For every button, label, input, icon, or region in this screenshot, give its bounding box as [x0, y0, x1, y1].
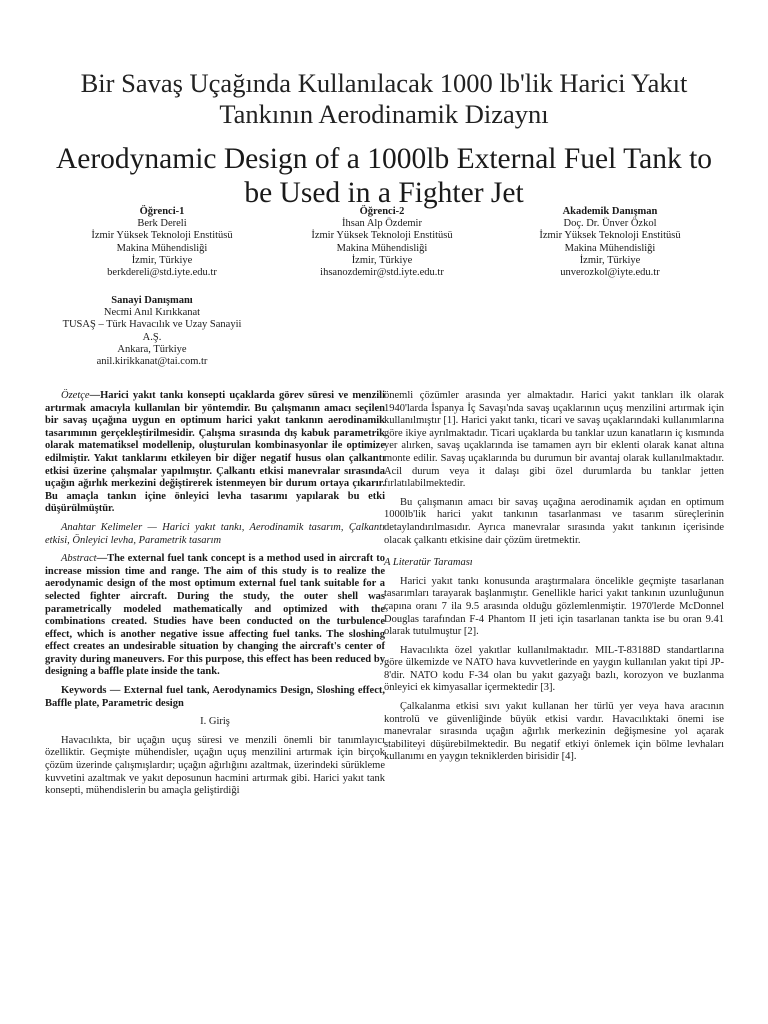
advisor-affiliation: TUSAŞ – Türk Havacılık ve Uzay Sanayii [62, 319, 242, 331]
author-location: İzmir, Türkiye [131, 254, 193, 266]
author-role: Öğrenci-1 [139, 206, 185, 217]
author-email: unverozkol@iyte.edu.tr [560, 267, 660, 279]
anahtar-kelimeler: Anahtar Kelimeler — Harici yakıt tankı, Aerodinamik tasarım, Çalkantı etkisi, Önleyici levha, Parametrik tasarım [45, 521, 385, 546]
advisor-affiliation-suffix: A.Ş. [142, 331, 162, 343]
author-affiliation: İzmir Yüksek Teknoloji Enstitüsü [91, 230, 233, 242]
left-column [45, 390, 385, 804]
author-name: Doç. Dr. Ünver Özkol [563, 218, 657, 230]
subsection-heading: A Literatür Taraması [384, 557, 473, 569]
abstract-text: —The external fuel tank concept is a method used in aircraft to increase mission time and range. The aim of this study is to realize the aerodynamic design of the most optimum external fuel tank suitable for a selected fighter aircraft. During the study, the outer shell was parametrically modeled mathematically and optimized with the combinations created. Studies have been conducted on the turbulence effect, which is another negative issue affecting fuel tanks. The sloshing effect creates an undesirable situation by changing the aircraft's center of gravity during maneuvers. For this purpose, this effect has been reduced by designing a baffle plate inside the tank. [45, 553, 385, 678]
keywords-label: Keywords — [61, 685, 124, 697]
ozet-paragraph [45, 390, 385, 516]
advisor-email: anil.kirikkanat@tai.com.tr [96, 356, 208, 368]
body-paragraph: Bu çalışmanın amacı bir savaş uçağına aerodinamik açıdan en optimum 1000lb'lik harici yakıt tankının tasarlanması ve tasarım süreçlerinin detaylandırılmasıdır. Ayrıca manevralar sırasında yakıt tankının içerisinde olacak çalkantı etkisine dair çözüm üretmektir. [384, 496, 724, 546]
title-english: Aerodynamic Design of a 1000lb External Fuel Tank to be Used in a Fighter Jet [55, 143, 713, 209]
author-block-1 [42, 206, 282, 279]
advisor-role: Sanayi Danışmanı [111, 295, 193, 306]
author-role: Akademik Danışman [562, 206, 658, 217]
advisor-name: Necmi Anıl Kırıkkanat [103, 307, 201, 319]
author-location: İzmir, Türkiye [351, 254, 413, 266]
keywords-paragraph [45, 685, 385, 710]
right-column [384, 390, 724, 770]
author-department: Makina Mühendisliği [336, 242, 428, 254]
author-role: Öğrenci-2 [359, 206, 405, 217]
abstract-paragraph [45, 553, 385, 679]
author-email: ihsanozdemir@std.iyte.edu.tr [320, 267, 444, 279]
intro-paragraph: Havacılıkta, bir uçağın uçuş süresi ve menzili önemli bir tanımlayıcı özelliktir. Geçmişte mühendisler, uçağın uçuş menzilini artırmak için birçok çözüm üzerinde çalışmışlardır; uçağın ağırlığını azaltmak, üzerindeki sürükleme kuvvetini azaltmak ve yakıt deposunun hacmini artırmak gibi. Harici yakıt tank konsepti, mühendislerin bu amaçla geliştirdiği [45, 734, 385, 797]
body-paragraph: Çalkalanma etkisi sıvı yakıt kullanan her türlü yer veya hava aracının kontrolü ve güvenliğinde büyük etkisi vardır. Havacılıktaki önemi ise manevralar sırasında uçağın ağırlık merkezinin değişmesine yol açarak stabiliteyi düşürebilmektedir. Bu negatif etkiyi önlemek için bölme levhaları kullanımı en yaygın tekniklerden birisidir [4]. [384, 701, 724, 763]
section-heading-intro: I. Giriş [200, 716, 230, 728]
abstract-label: Abstract [61, 553, 97, 565]
ozet-text: —Harici yakıt tankı konsepti uçaklarda görev süresi ve menzili artırmak amacıyla kullanılan bir yöntemdir. Bu çalışmanın amacı seçilen bir savaş uçağına uygun en optimum harici yakıt tankının aerodinamik tasarımının gerçekleştirilmesidir. Çalışma sırasında dış kabuk parametrik olarak matematiksel modellenip, oluşturulan kombinasyonlar ile optimize edilmiştir. Yakıt tanklarını etkileyen bir diğer negatif husus olan çalkantı etkisi üzerine çalışmalar yapılmıştır. Çalkantı etkisi manevralar sırasında uçağın ağırlık merkezini değiştirerek istenmeyen bir durum ortaya çıkarır. Bu amaçla tankın içine önleyici levha tasarımı yapılarak bu etki düşürülmüştür. [45, 390, 385, 515]
body-paragraph: Harici yakıt tankı konusunda araştırmalara öncelikle geçmişte tasarlanan tasarımları tarayarak başlanmıştır. Genellikle harici yakıt tankının uzunluğunun çapına oranı 7 ila 9.5 arasında olduğu gözlemlenmiştir. 1970'lerde McDonnel Douglas tarafından F-4 Phantom II jeti için tasarlanan tankta ise bu oran 9.41 olarak tutulmuştur [2]. [384, 575, 724, 638]
author-block-2 [262, 206, 502, 279]
author-affiliation: İzmir Yüksek Teknoloji Enstitüsü [311, 230, 453, 242]
author-department: Makina Mühendisliği [116, 242, 208, 254]
body-paragraph: önemli çözümler arasında yer almaktadır. Harici yakıt tankları ilk olarak 1940'larda İspanya İç Savaşı'nda savaş uçaklarının uçuş menzilini artırmak için kullanılmıştır [1]. Harici yakıt tankı, ticari ve savaş uçaklarındaki kullanımlarına göre ikiye ayrılmaktadır. Ticari uçaklarda bu tanklar uzun kanatların iç kısmında yer alırken, savaş uçaklarında ise tamamen ayrı bir eklenti olarak kanat altına monte edilir. Savaş uçaklarında bu durumun bir avantaj olarak kullanılmaktadır. Acil durum veya it dalaşı gibi özel durumlarda bu tanklar jetten fırlatılabilmektedir. [384, 390, 724, 490]
author-department: Makina Mühendisliği [564, 242, 656, 254]
body-paragraph: Havacılıkta özel yakıtlar kullanılmaktadır. MIL-T-83188D standartlarına göre ülkemizde ve NATO hava kuvvetlerinde en yaygın kullanılan yakıt tipi JP-8'dir. NATO kodu F-34 olan bu yakıt gazyağı bazlı, korozyon ve buzlanma önleyici ek kimyasallar içermektedir [3]. [384, 644, 724, 694]
author-affiliation: İzmir Yüksek Teknoloji Enstitüsü [539, 230, 681, 242]
title-turkish: Bir Savaş Uçağında Kullanılacak 1000 lb'lik Harici Yakıt Tankının Aerodinamik Dizaynı [80, 68, 688, 129]
author-name: Berk Dereli [137, 218, 187, 230]
ozet-label: Özetçe [61, 390, 90, 401]
keywords-text: External fuel tank, Aerodynamics Design, Sloshing effect, Baffle plate, Parametric design [45, 685, 386, 709]
author-email: berkdereli@std.iyte.edu.tr [107, 267, 217, 279]
industry-advisor-block [32, 295, 272, 368]
author-name: İhsan Alp Özdemir [342, 218, 422, 230]
advisor-location: Ankara, Türkiye [117, 343, 187, 355]
author-block-3 [490, 206, 730, 279]
author-location: İzmir, Türkiye [579, 254, 641, 266]
